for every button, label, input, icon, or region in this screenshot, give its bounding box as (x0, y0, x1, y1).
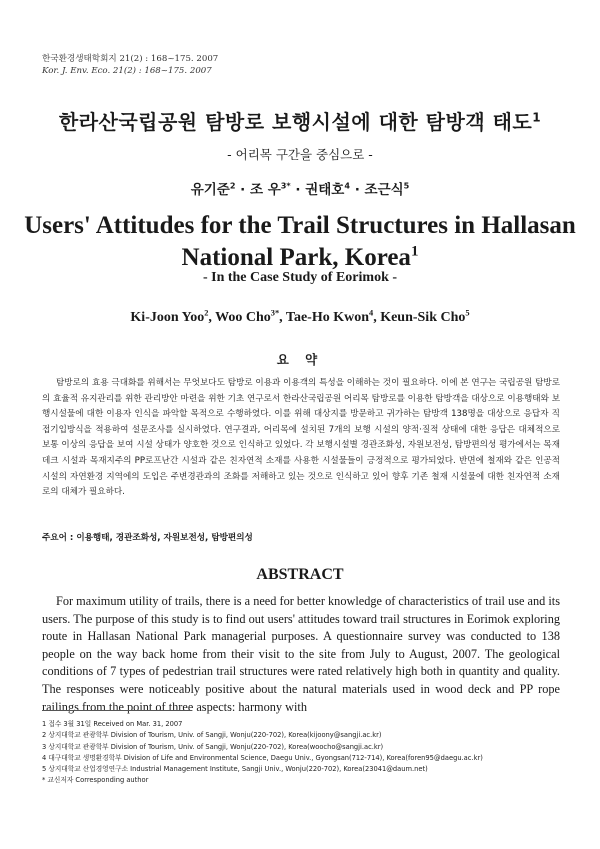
title-korean (0, 106, 600, 135)
authors-english (0, 310, 600, 326)
author-separator: · (354, 182, 360, 198)
abstract-korean-heading: 요 약 (276, 352, 324, 367)
footnote-1: 1 접수 3월 31일 Received on Mar. 31, 2007 (42, 720, 183, 728)
footnote-3: 3 상지대학교 관광학부 Division of Tourism, Univ. of Sangji, Wonju(220-702), Korea(woocho@sangji.ac.kr) (42, 742, 384, 751)
author-kr-4-mark: 5 (403, 180, 410, 191)
title-english-line-1: Users' Attitudes for the Trail Structures in Hallasan (24, 212, 576, 239)
author-kr-2: 조 우 (250, 182, 281, 198)
authors-korean (0, 178, 600, 198)
author-separator: · (240, 182, 246, 198)
author-en-4-mark: 5 (465, 308, 470, 318)
footnote-4: 4 대구대학교 생명환경학부 Division of Life and Environmental Science, Daegu Univ., Gyongsan(712-714), Korea(foren95@daegu.ac.kr) (42, 753, 483, 762)
abstract-korean-body: 탐방로의 효용 극대화를 위해서는 무엇보다도 탐방로 이용과 이용객의 특성을 이해하는 것이 필요하다. 이에 본 연구는 국립공원 탐방로의 효율적 유지관리를 위한 관리방안 마련을 위한 기초 연구로서 한라산국립공원 어리목 탐방로를 이용한 탐방객을 대상으로 이용행태와 보행시설물에 대한 이용자 인식을 파악할 목적으로 수행하였다. 이를 위해 대상지를 방문하고 귀가하는 탐방객 138명을 대상으로 응답자 직접기입방식을 적용하여 설문조사를 실시하였다. 연구결과, 어리목에 설치된 7개의 보행 시설의 양적·질적 상태에 대한 응답은 대체적으로 보통 이상의 응답을 보여 시설 상태가 양호한 것으로 인식하고 있었다. 각 보행시설별 경관조화성, 자원보전성, 탐방편의성 평가에서는 목재데크 시설과 목재지주의 PP로프난간 시설과 같은 친자연적 소재를 사용한 시설물들이 긍정적으로 평가되었다. 반면에 철재와 같은 인공적 시설의 자연환경 지역에의 도입은 주변경관과의 조화를 저해하고 있는 것으로 인식하고 있어 향후 기존 철재 시설물에 대한 친자연적 소재로의 대체가 필요하다. (42, 378, 560, 498)
author-kr-2-mark: 3* (280, 180, 291, 191)
author-kr-1: 유기준 (190, 182, 230, 198)
author-en-3: Tae-Ho Kwon (285, 310, 369, 325)
title-korean-text: 한라산국립공원 탐방로 보행시설에 대한 탐방객 태도 (58, 110, 533, 134)
abstract-english-heading: ABSTRACT (256, 566, 344, 583)
author-en-4: Keun-Sik Cho (380, 310, 466, 325)
author-kr-4: 조근식 (364, 182, 404, 198)
keywords-korean: 주요어 : 이용행태, 경관조화성, 자원보전성, 탐방편의성 (42, 533, 253, 543)
author-en-2-mark: 3* (270, 308, 280, 318)
author-kr-3-mark: 4 (344, 180, 350, 191)
footnote-corresponding: * 교신저자 Corresponding author (42, 776, 149, 785)
title-korean-footnote-mark: 1 (532, 110, 542, 125)
author-kr-3: 권태호 (305, 182, 345, 198)
author-separator: · (295, 182, 301, 198)
footnote-5: 5 상지대학교 산업경영연구소 Industrial Management Institute, Sangji Univ., Wonju(220-702), Korea(23041@daum.net) (42, 765, 428, 774)
author-en-1: Ki-Joon Yoo (130, 310, 205, 325)
subtitle-english: - In the Case Study of Eorimok - (202, 270, 398, 285)
author-en-1-mark: 2 (204, 308, 209, 318)
author-kr-1-mark: 2 (229, 180, 236, 191)
author-en-sep: , (208, 310, 216, 325)
subtitle-korean: - 어리목 구간을 중심으로 - (227, 147, 373, 162)
title-english-footnote-mark: 1 (410, 243, 419, 260)
footnote-2: 2 상지대학교 관광학부 Division of Tourism, Univ. of Sangji, Wonju(220-702), Korea(kijoony@sangji.ac.kr) (42, 731, 382, 740)
journal-citation-en: Kor. J. Env. Eco. 21(2) : 168~175. 2007 (42, 66, 212, 76)
author-en-3-mark: 4 (369, 308, 374, 318)
author-en-sep: , (279, 310, 286, 325)
footnote-divider (42, 710, 192, 711)
title-english-line-2: National Park, Korea (181, 244, 411, 271)
author-en-2: Woo Cho (215, 310, 271, 325)
author-en-sep: , (373, 310, 381, 325)
footnotes (42, 719, 562, 787)
journal-citation (42, 53, 218, 77)
title-english (0, 210, 600, 274)
abstract-english-body: For maximum utility of trails, there is a need for better knowledge of characteristics of trail use and its users. The purpose of this study is to find out users' attitudes toward trail structures in Eorimok exploring route in Hallasan National Park managerial purposes. A questionnaire survey was conducted to 138 people on the way back home from their visit to the site from July to August, 2007. The geological conditions of 7 types of pedestrian trail structures were rated relatively high both in quantity and quality. The responses were noticeably positive about the natural materials used in wood deck and PP rope railings from the point of three aspects: harmony with (42, 594, 560, 714)
journal-citation-kr: 한국환경생태학회지 21(2) : 168~175. 2007 (42, 54, 219, 64)
